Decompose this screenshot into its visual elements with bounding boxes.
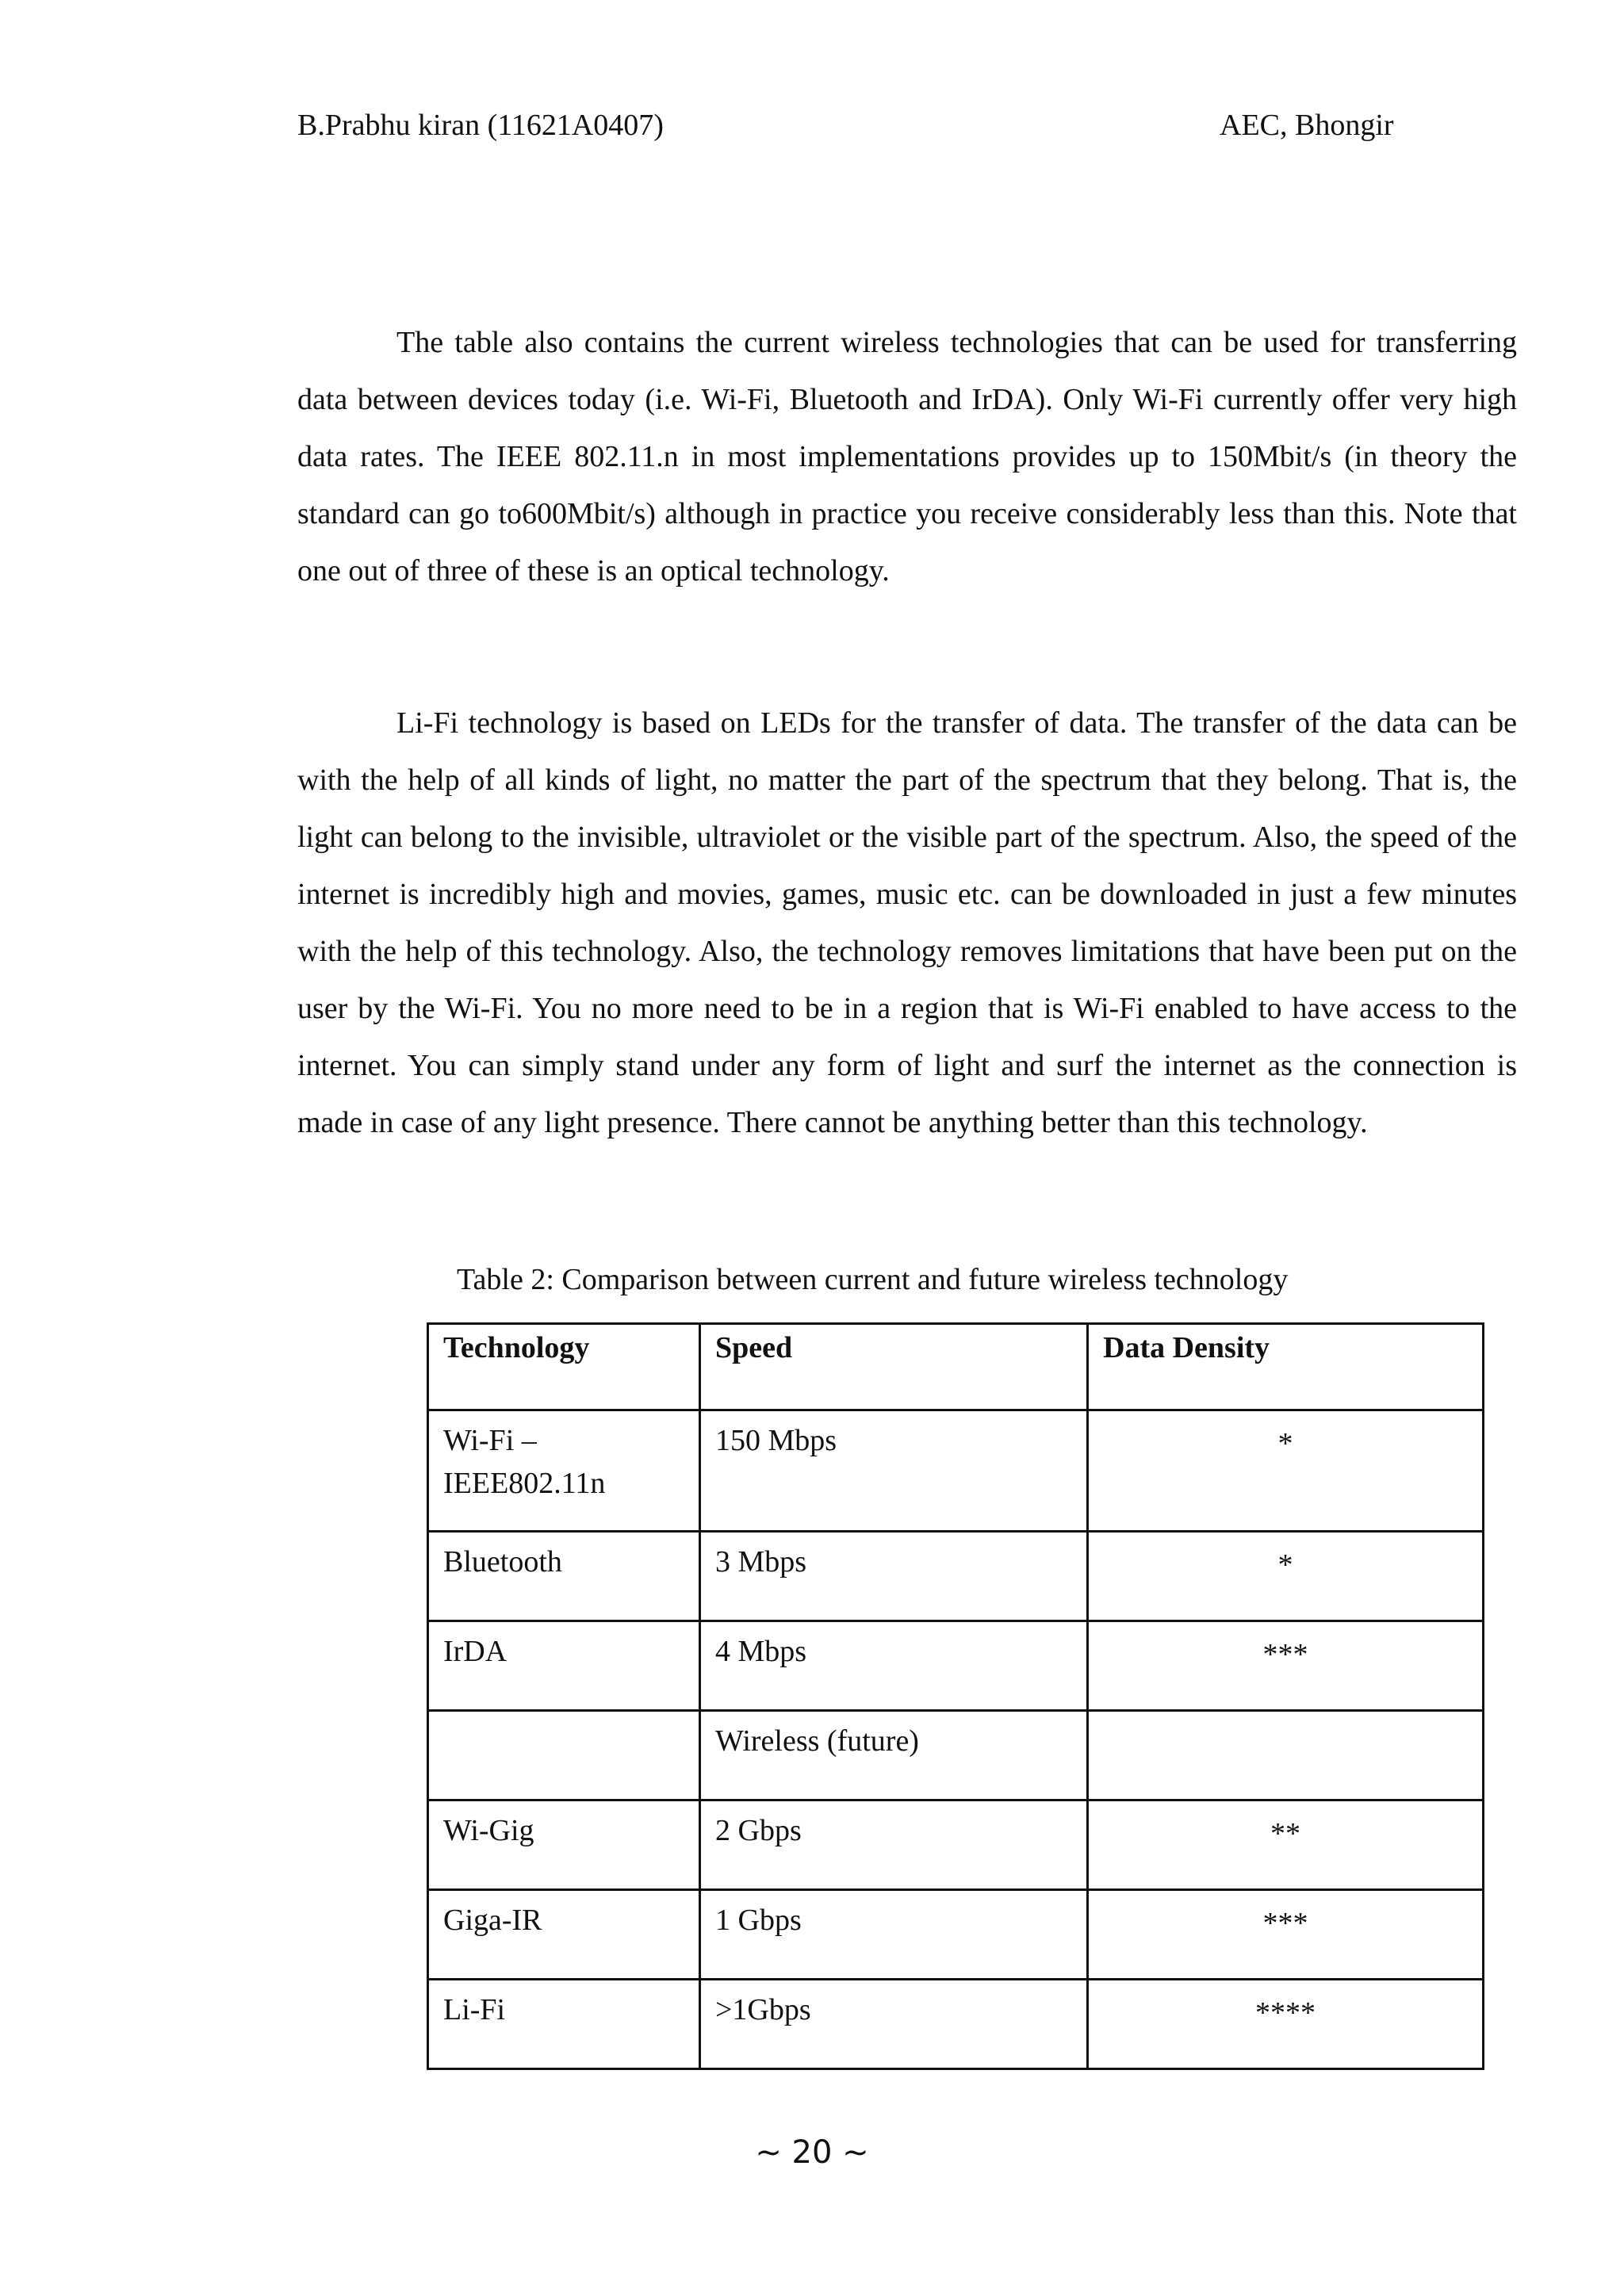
cell-density: *** [1088, 1890, 1484, 1980]
table-row [428, 1621, 1484, 1711]
cell-speed: 4 Mbps [700, 1621, 1088, 1711]
header-speed: Speed [700, 1324, 1088, 1410]
body-paragraph-1: The table also contains the current wireless technologies that can be used for transferring data between devices today (i.e. Wi-Fi, Bluetooth and IrDA). Only Wi-Fi currently offer very high data rates. The IEEE 802.11.n in most implementations provides up to 150Mbit/s (in theory the standard can go to600Mbit/s) although in practice you receive considerably less than this. Note that one out of three of these is an optical technology. [297, 326, 1517, 587]
table-caption: Table 2: Comparison between current and future wireless technology [457, 1263, 1289, 1296]
table-row [428, 1711, 1484, 1800]
cell-speed: 1 Gbps [700, 1890, 1088, 1980]
cell-density: * [1088, 1410, 1484, 1532]
cell-technology: Bluetooth [428, 1532, 700, 1621]
table-row [428, 1980, 1484, 2069]
cell-technology [428, 1711, 700, 1800]
header-institution: AEC, Bhongir [1220, 109, 1394, 142]
cell-technology: Li-Fi [428, 1980, 700, 2069]
cell-speed: >1Gbps [700, 1980, 1088, 2069]
cell-technology: Wi-Fi – IEEE802.11n [428, 1410, 700, 1532]
cell-speed: Wireless (future) [700, 1711, 1088, 1800]
cell-density: *** [1088, 1621, 1484, 1711]
header-technology: Technology [428, 1324, 700, 1410]
cell-technology: IrDA [428, 1621, 700, 1711]
cell-speed: 150 Mbps [700, 1410, 1088, 1532]
header-author: B.Prabhu kiran (11621A0407) [297, 109, 664, 142]
body-paragraph-2: Li-Fi technology is based on LEDs for the transfer of data. The transfer of the data can be with the help of all kinds of light, no matter the part of the spectrum that they belong. That is, the light can belong to the invisible, ultraviolet or the visible part of the spectrum. Also, the speed of the internet is incredibly high and movies, games, music etc. can be downloaded in just a few minutes with the help of this technology. Also, the technology removes limitations that have been put on the user by the Wi-Fi. You no more need to be in a region that is Wi-Fi enabled to have access to the internet. You can simply stand under any form of light and surf the internet as the connection is made in case of any light presence. There cannot be anything better than this technology. [297, 706, 1517, 1139]
cell-technology: Wi-Gig [428, 1800, 700, 1890]
comparison-table [427, 1322, 1484, 2070]
cell-speed: 2 Gbps [700, 1800, 1088, 1890]
table-row [428, 1890, 1484, 1980]
table-row [428, 1532, 1484, 1621]
table-row [428, 1410, 1484, 1532]
table-header-row [428, 1324, 1484, 1410]
cell-density: * [1088, 1532, 1484, 1621]
cell-density: **** [1088, 1980, 1484, 2069]
page-number: ~ 20 ~ [755, 2134, 869, 2171]
header-data-density: Data Density [1088, 1324, 1484, 1410]
cell-density [1088, 1711, 1484, 1800]
cell-technology: Giga-IR [428, 1890, 700, 1980]
table-row [428, 1800, 1484, 1890]
cell-speed: 3 Mbps [700, 1532, 1088, 1621]
cell-density: ** [1088, 1800, 1484, 1890]
